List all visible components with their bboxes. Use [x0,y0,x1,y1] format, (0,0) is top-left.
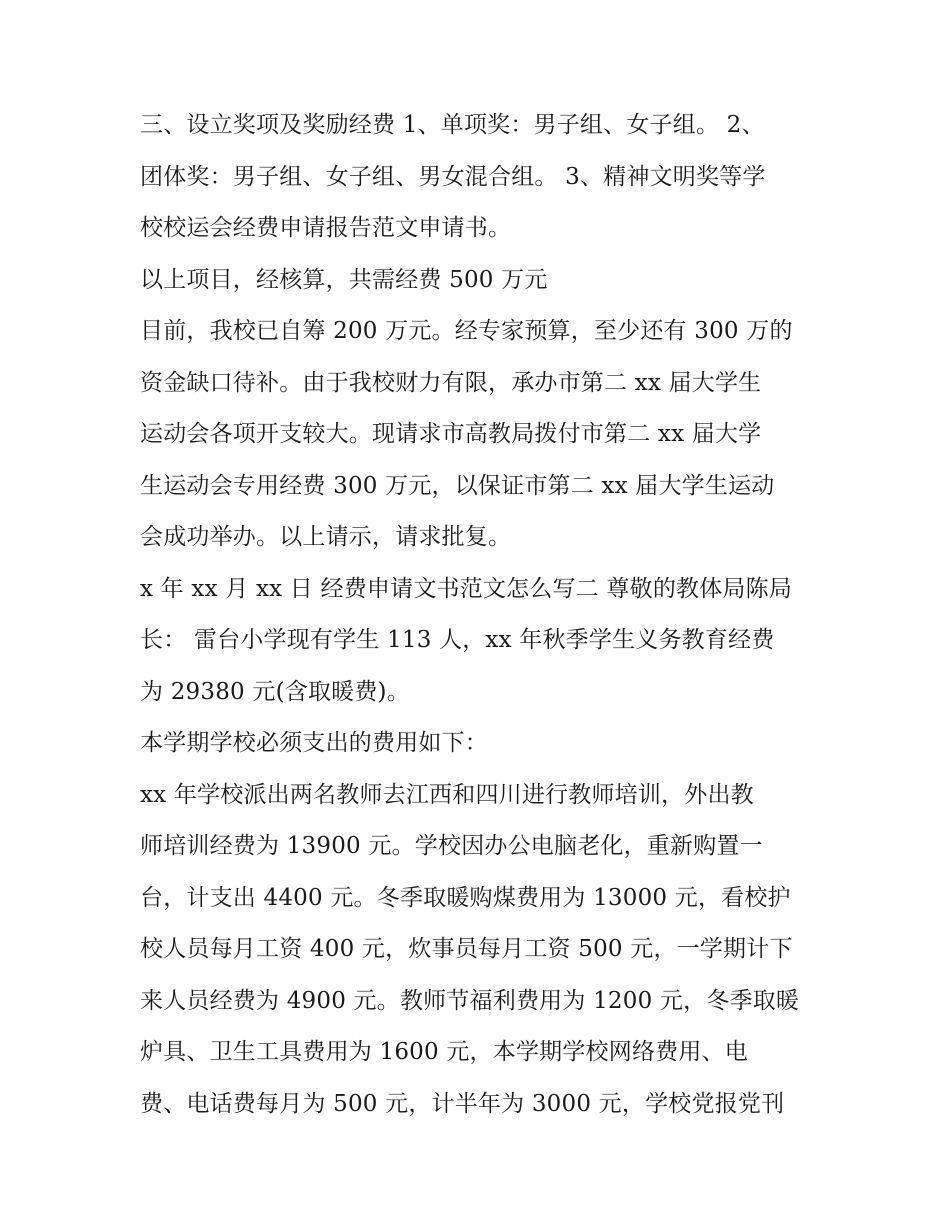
paragraph-funding-gap [140,306,812,564]
text-line: 运动会各项开支较大。现请求市高教局拨付市第二 xx 届大学 [140,421,762,447]
paragraph-expenses-detail [140,770,812,1131]
paragraph-letter-intro [140,564,812,719]
text-line: 资金缺口待补。由于我校财力有限，承办市第二 xx 届大学生 [140,369,762,396]
text-line: 师培训经费为 13900 元。学校因办公电脑老化，重新购置一 [140,833,763,859]
text-line: 三、设立奖项及奖励经费 1、单项奖：男子组、女子组。 2、 [140,112,765,138]
text-line: 台，计支出 4400 元。冬季取暖购煤费用为 13000 元，看校护 [140,884,791,911]
text-line: 会成功举办。以上请示，请求批复。 [140,524,512,550]
document-body [140,100,812,1130]
text-line: 团体奖：男子组、女子组、男女混合组。 3、精神文明奖等学 [140,163,766,190]
text-line: 为 29380 元(含取暖费)。 [140,678,410,705]
text-line: x 年 xx 月 xx 日 经费申请文书范文怎么写二 尊敬的教体局陈局 [140,575,793,602]
text-line: 炉具、卫生工具费用为 1600 元，本学期学校网络费用、电 [140,1039,748,1065]
text-line: 生运动会专用经费 300 万元，以保证市第二 xx 届大学生运动 [140,472,775,499]
paragraph-expenses-heading [140,718,812,770]
text-line: xx 年学校派出两名教师去江西和四川进行教师培训，外出教 [140,781,754,808]
text-line: 校人员每月工资 400 元，炊事员每月工资 500 元，一学期计下 [140,936,793,962]
paragraph-total-budget [140,255,812,307]
text-line: 费、电话费每月为 500 元，计半年为 3000 元，学校党报党刊 [140,1090,785,1117]
text-line: 以上项目，经核算，共需经费 500 万元 [140,266,548,293]
text-line: 来人员经费为 4900 元。教师节福利费用为 1200 元，冬季取暖 [140,987,800,1014]
text-line: 校校运会经费申请报告范文申请书。 [140,215,512,241]
paragraph-awards [140,100,812,255]
text-line: 目前，我校已自筹 200 万元。经专家预算，至少还有 300 万的 [140,318,793,344]
text-line: 长： 雷台小学现有学生 113 人，xx 年秋季学生义务教育经费 [140,627,775,653]
text-line: 本学期学校必须支出的费用如下： [140,730,488,756]
